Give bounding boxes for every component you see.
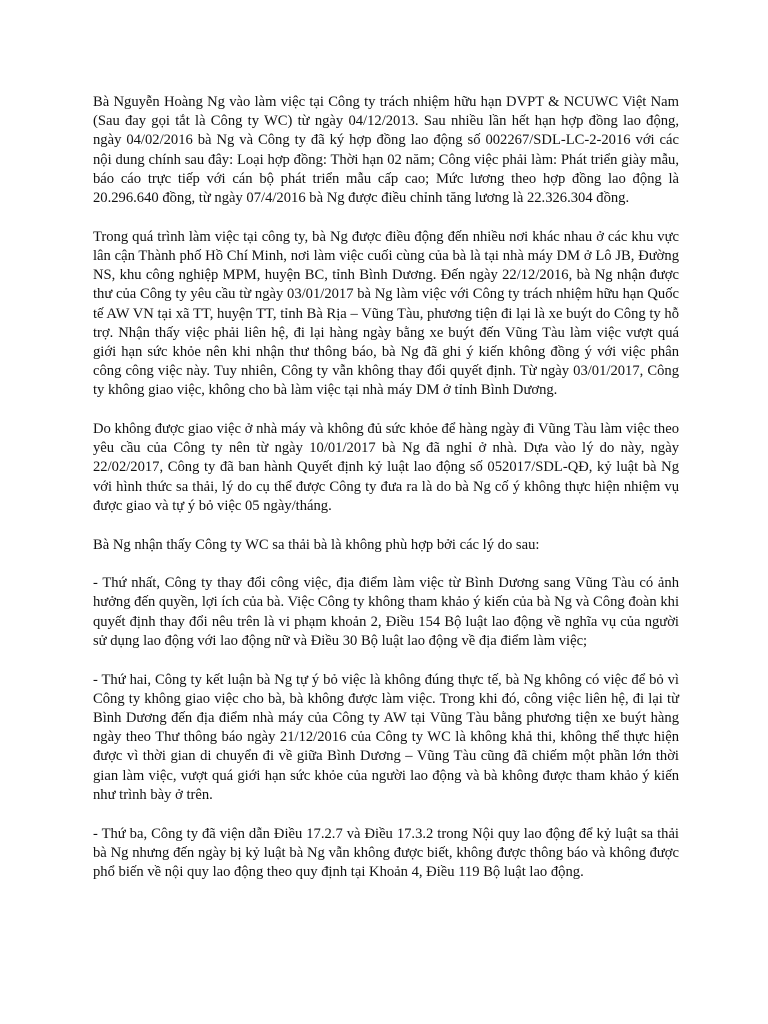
document-page bbox=[93, 93, 679, 902]
paragraph-employment-background: Bà Nguyễn Hoàng Ng vào làm việc tại Công ty trách nhiệm hữu hạn DVPT & NCUWC Việt Nam (Sau đay gọi tắt là Công ty WC) từ ngày 04/12/2013. Sau nhiều lần hết hạn hợp đồng lao động, ngày 04/02/2016 bà Ng và Công ty đã ký hợp đồng lao động số 002267/SDL-LC-2-2016 với các nội dung chính sau đây: Loại hợp đồng: Thời hạn 02 năm; Công việc phải làm: Phát triển giày mẫu, báo cáo trực tiếp với cán bộ phát triển mẫu cấp cao; Mức lương theo hợp đồng lao động là 20.296.640 đồng, từ ngày 07/4/2016 bà Ng được điều chỉnh tăng lương là 22.326.304 đồng. bbox=[93, 94, 679, 207]
paragraph-reason-second: - Thứ hai, Công ty kết luận bà Ng tự ý bỏ việc là không đúng thực tế, bà Ng không có việc để bỏ vì Công ty không giao việc cho bà, bà không được làm việc. Trong khi đó, công việc liên hệ, đi lại từ Bình Dương đến địa điểm nhà máy của Công ty AW tại Vũng Tàu bằng phương tiện xe buýt hàng ngày theo Thư thông báo ngày 21/12/2016 của Công ty WC là không khả thi, không thể thực hiện được vì thời gian di chuyển đi về giữa Bình Dương – Vũng Tàu cũng đã chiếm một phần lớn thời gian làm việc, vượt quá giới hạn sức khỏe của người lao động và bà không được tham khảo ý kiến như trình bày ở trên. bbox=[93, 671, 679, 803]
paragraph-dismissal-decision: Do không được giao việc ở nhà máy và không đủ sức khỏe để hàng ngày đi Vũng Tàu làm việc theo yêu cầu của Công ty nên từ ngày 10/01/2017 bà Ng đã nghỉ ở nhà. Dựa vào lý do này, ngày 22/02/2017, Công ty đã ban hành Quyết định kỷ luật lao động số 052017/SDL-QĐ, kỷ luật bà Ng với hình thức sa thải, lý do cụ thể được Công ty đưa ra là do bà Ng cố ý không thực hiện nhiệm vụ được giao và tự ý bỏ việc 05 ngày/tháng. bbox=[93, 421, 679, 514]
paragraph-objection-intro: Bà Ng nhận thấy Công ty WC sa thải bà là không phù hợp bởi các lý do sau: bbox=[93, 536, 540, 553]
paragraph-work-transfer: Trong quá trình làm việc tại công ty, bà Ng được điều động đến nhiều nơi khác nhau ở các khu vực lân cận Thành phố Hồ Chí Minh, nơi làm việc cuối cùng của bà là tại nhà máy DM ở Lô JB, Đường NS, khu công nghiệp MPM, huyện BC, tỉnh Bình Dương. Đến ngày 22/12/2016, bà Ng nhận được thư của Công ty yêu cầu từ ngày 03/01/2017 bà Ng làm việc với Công ty trách nhiệm hữu hạn Quốc tế AW VN tại xã TT, huyện TT, tỉnh Bà Rịa – Vũng Tàu, phương tiện đi lại là xe buýt do Công ty hỗ trợ. Nhận thấy việc phải liên hệ, đi lại hàng ngày bằng xe buýt đến Vũng Tàu làm việc vượt quá giới hạn sức khỏe nên khi nhận thư thông báo, bà Ng đã ghi ý kiến không đồng ý với việc phân công công việc này. Tuy nhiên, Công ty vẫn không thay đổi quyết định. Từ ngày 03/01/2017, Công ty không giao việc, không cho bà làm việc tại nhà máy DM ở tỉnh Bình Dương. bbox=[93, 228, 679, 399]
paragraph-reason-third: - Thứ ba, Công ty đã viện dẫn Điều 17.2.7 và Điều 17.3.2 trong Nội quy lao động để kỷ luật sa thải bà Ng nhưng đến ngày bị kỷ luật bà Ng vẫn không được biết, không được thông báo và không được phổ biến về nội quy lao động theo quy định tại Khoản 4, Điều 119 Bộ luật lao động. bbox=[93, 825, 679, 880]
paragraph-reason-first: - Thứ nhất, Công ty thay đổi công việc, địa điểm làm việc từ Bình Dương sang Vũng Tàu có ảnh hưởng đến quyền, lợi ích của bà. Việc Công ty không tham khảo ý kiến của bà Ng và Công đoàn khi quyết định thay đổi nêu trên là vi phạm khoản 2, Điều 154 Bộ luật lao động về nghĩa vụ của người sử dụng lao động với lao động nữ và Điều 30 Bộ luật lao động về địa điểm làm việc; bbox=[93, 575, 679, 649]
